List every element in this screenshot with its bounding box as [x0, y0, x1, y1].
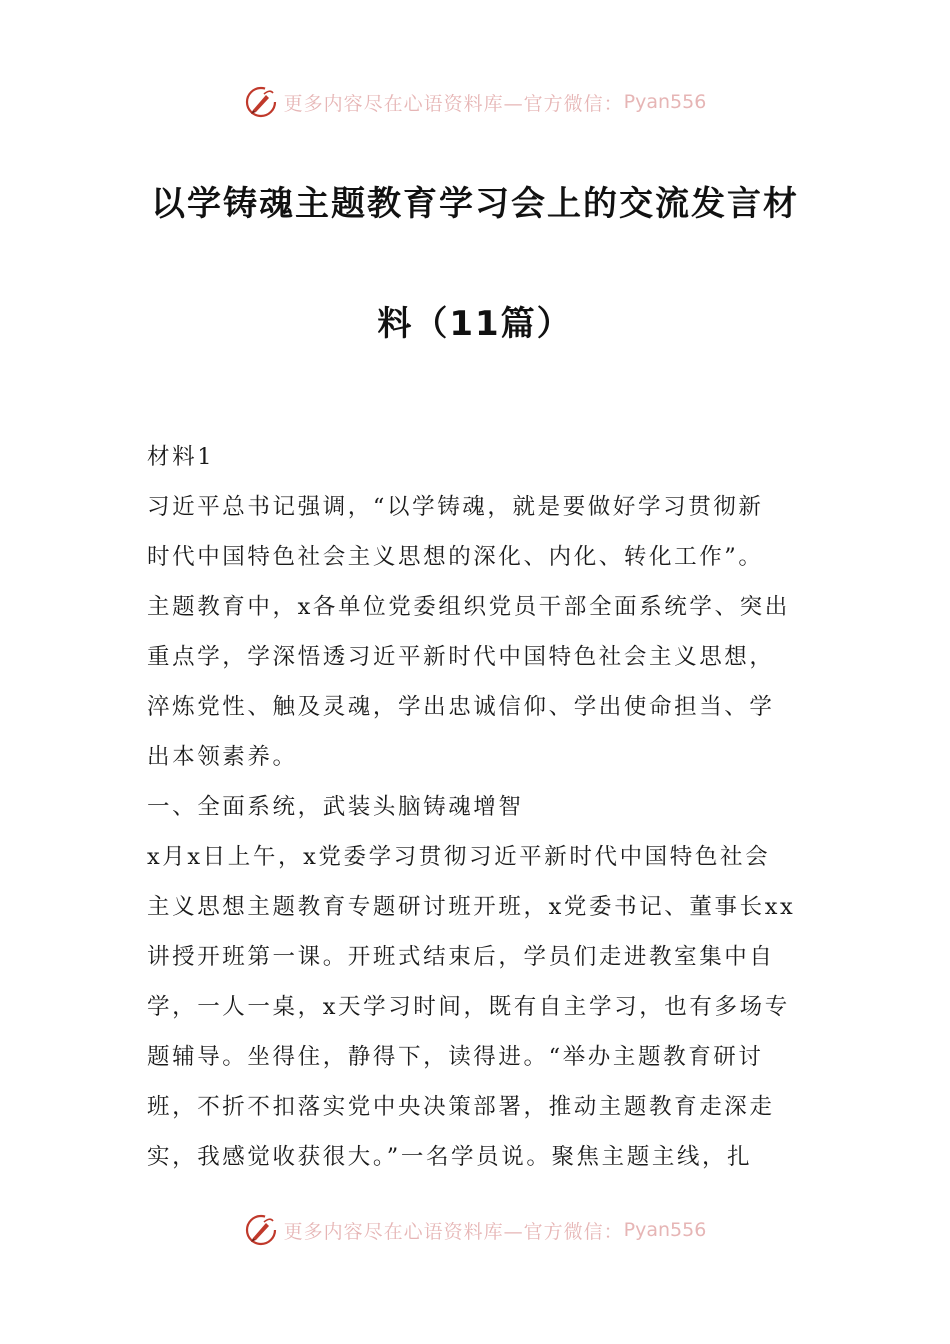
body-line: 实，我感觉收获很大。”一名学员说。聚焦主题主线，扎: [147, 1144, 753, 1170]
body-line: 淬炼党性、触及灵魂，学出忠诚信仰、学出使命担当、学: [147, 694, 775, 720]
section-heading: 一、全面系统，武装头脑铸魂增智: [147, 794, 524, 820]
section-label: 材料1: [147, 444, 215, 470]
watermark-header: [0, 82, 950, 122]
body-line: 主题教育中，x各单位党委组织党员干部全面系统学、突出: [147, 594, 790, 620]
watermark-text: 更多内容尽在心语资料库—官方微信：: [283, 1220, 624, 1243]
watermark-text: 更多内容尽在心语资料库—官方微信：: [283, 92, 624, 115]
document-body: [147, 432, 817, 1182]
body-line: 班，不折不扣落实党中央决策部署，推动主题教育走深走: [147, 1094, 775, 1120]
watermark-handle: Pyan556: [623, 1219, 707, 1241]
watermark-footer: [0, 1210, 950, 1250]
body-line: x月x日上午，x党委学习贯彻习近平新时代中国特色社会: [147, 844, 771, 870]
body-line: 学，一人一桌，x天学习时间，既有自主学习，也有多场专: [147, 994, 790, 1020]
body-line: 主义思想主题教育专题研讨班开班，x党委书记、董事长xx: [147, 894, 796, 920]
body-line: 讲授开班第一课。开班式结束后，学员们走进教室集中自: [147, 944, 775, 970]
body-line: 出本领素养。: [147, 744, 298, 770]
document-title-line-1: 以学铸魂主题教育学习会上的交流发言材: [151, 184, 799, 224]
watermark-handle: Pyan556: [623, 91, 707, 113]
pen-logo-icon: [244, 85, 278, 119]
pen-logo-icon: [244, 1213, 278, 1247]
document-title-line-2: 料（11篇）: [377, 304, 573, 344]
body-line: 习近平总书记强调，“以学铸魂，就是要做好学习贯彻新: [147, 494, 764, 520]
body-line: 重点学，学深悟透习近平新时代中国特色社会主义思想，: [147, 644, 775, 670]
body-line: 时代中国特色社会主义思想的深化、内化、转化工作”。: [147, 544, 764, 570]
body-line: 题辅导。坐得住，静得下，读得进。“举办主题教育研讨: [147, 1044, 764, 1070]
